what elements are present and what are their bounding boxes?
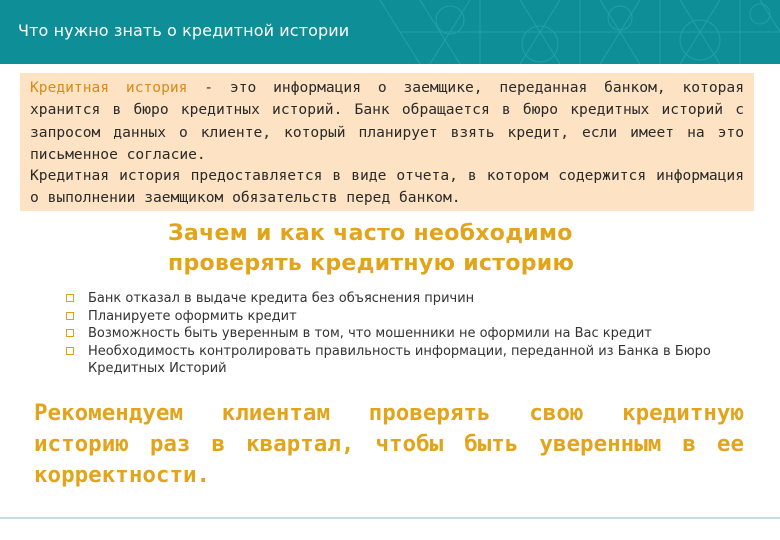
definition-panel — [20, 73, 754, 211]
page-title: Что нужно знать о кредитной истории — [18, 21, 350, 40]
definition-term: Кредитная история — [30, 79, 188, 96]
why-heading: Зачем и как часто необходимо проверять кредитную историю — [168, 221, 575, 276]
reasons-list — [66, 290, 766, 378]
footer-divider — [0, 517, 780, 519]
reason-text: Планируете оформить кредит — [88, 308, 297, 324]
definition-paragraph — [30, 77, 744, 166]
checkbox-bullet-icon — [66, 329, 74, 337]
report-paragraph: Кредитная история предоставляется в виде отчета, в котором содержится информация о выполнении заемщиком обязательств перед банком. — [30, 167, 744, 207]
definition-text: - это информация о заемщике, переданная банком, которая хранится в бюро кредитных историй. Банк обращается в бюро кредитных историй с запросом данных о клиенте, который планирует взять кредит, если имеет на это письменное согласие. — [30, 79, 744, 163]
list-item — [66, 308, 766, 326]
slide-header — [0, 0, 780, 64]
reason-text: Банк отказал в выдаче кредита без объяснения причин — [88, 291, 475, 306]
list-item — [66, 290, 766, 308]
reason-text: Возможность быть уверенным в том, что мошенники не оформили на Вас кредит — [88, 326, 652, 341]
checkbox-bullet-icon — [66, 294, 74, 302]
list-item — [66, 325, 766, 343]
list-item — [66, 343, 766, 378]
reason-text: Необходимость контролировать правильность информации, переданной из Банка в Бюро Кредитных Историй — [88, 343, 711, 376]
recommendation-text: Рекомендуем клиентам проверять свою кредитную историю раз в квартал, чтобы быть уверенным в ее корректности. — [34, 400, 744, 488]
checkbox-bullet-icon — [66, 347, 74, 355]
checkbox-bullet-icon — [66, 312, 74, 320]
